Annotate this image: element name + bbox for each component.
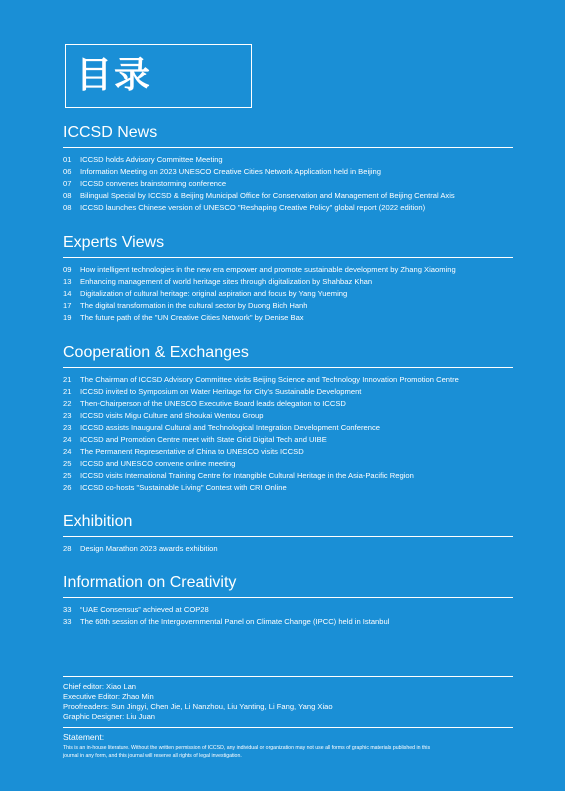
page-number: 07 — [63, 179, 72, 189]
entry-title: Bilingual Special by ICCSD & Beijing Municipal Office for Conservation and Management of Beijing Central Axis — [80, 191, 455, 201]
toc-entry[interactable] — [63, 312, 513, 324]
toc-entry[interactable] — [63, 288, 513, 300]
section-exhibition — [63, 513, 513, 555]
credit-line: Executive Editor: Zhao Min — [63, 692, 154, 701]
page-number: 25 — [63, 471, 72, 481]
toc-list — [63, 543, 513, 555]
entry-title: The Chairman of ICCSD Advisory Committee visits Beijing Science and Technology Innovation Promotion Centre — [80, 375, 459, 384]
entry-title: “UAE Consensus” achieved at COP28 — [80, 605, 209, 614]
page-number: 24 — [63, 447, 72, 457]
page-number: 01 — [63, 155, 72, 164]
entry-title: ICCSD invited to Symposium on Water Heritage for City's Sustainable Development — [80, 387, 362, 397]
section-experts-views — [63, 234, 513, 324]
page-number: 25 — [63, 459, 72, 469]
page-number: 17 — [63, 301, 72, 311]
page-number: 08 — [63, 203, 72, 213]
page-number: 14 — [63, 289, 72, 299]
page-number: 26 — [63, 483, 72, 493]
entry-title: Design Marathon 2023 awards exhibition — [80, 544, 218, 553]
statement-label: Statement: — [63, 732, 105, 742]
entry-title: ICCSD assists Inaugural Cultural and Technological Integration Development Conference — [80, 423, 380, 433]
page-number: 21 — [63, 387, 72, 397]
toc-entry[interactable] — [63, 166, 513, 178]
page-number: 06 — [63, 167, 72, 177]
entry-title: Enhancing management of world heritage sites through digitalization by Shahbaz Khan — [80, 277, 373, 287]
toc-entry[interactable] — [63, 190, 513, 202]
toc-list — [63, 154, 513, 214]
legal-statement — [63, 727, 513, 760]
entry-title: The future path of the "UN Creative Cities Network" by Denise Bax — [80, 313, 304, 323]
page-number: 21 — [63, 375, 72, 384]
toc-entry[interactable] — [63, 264, 513, 276]
toc-title: 目录 — [76, 54, 153, 95]
editorial-credits — [63, 676, 513, 722]
toc-entry[interactable] — [63, 374, 513, 386]
section-heading: ICCSD News — [63, 124, 513, 148]
page-number: 23 — [63, 423, 72, 433]
section-heading: Experts Views — [63, 234, 513, 258]
section-information-on-creativity — [63, 574, 513, 628]
entry-title: ICCSD visits Migu Culture and Shoukai Wentou Group — [80, 411, 264, 421]
toc-entry[interactable] — [63, 470, 513, 482]
entry-title: How intelligent technologies in the new era empower and promote sustainable development by Zhang Xiaoming — [80, 265, 456, 274]
entry-title: ICCSD launches Chinese version of UNESCO "Reshaping Creative Policy" global report (2022 edition) — [80, 203, 426, 213]
toc-entry[interactable] — [63, 604, 513, 616]
toc-list — [63, 264, 513, 324]
entry-title: Information Meeting on 2023 UNESCO Creative Cities Network Application held in Beijing — [80, 167, 381, 177]
section-heading: Exhibition — [63, 513, 513, 537]
page-number: 33 — [63, 617, 72, 627]
toc-entry[interactable] — [63, 276, 513, 288]
toc-entry[interactable] — [63, 482, 513, 494]
page-number: 33 — [63, 605, 72, 614]
credit-line: Graphic Designer: Liu Juan — [63, 712, 156, 721]
page-number: 08 — [63, 191, 72, 201]
page-number: 23 — [63, 411, 72, 421]
toc-entry[interactable] — [63, 422, 513, 434]
section-heading: Information on Creativity — [63, 574, 513, 598]
toc-title-box — [65, 44, 252, 108]
toc-entry[interactable] — [63, 178, 513, 190]
toc-entry[interactable] — [63, 616, 513, 628]
toc-entry[interactable] — [63, 434, 513, 446]
toc-entry[interactable] — [63, 458, 513, 470]
section-iccsd-news — [63, 124, 513, 214]
toc-entry[interactable] — [63, 398, 513, 410]
entry-title: The Permanent Representative of China to UNESCO visits ICCSD — [80, 447, 304, 457]
entry-title: ICCSD visits International Training Centre for Intangible Cultural Heritage in the Asia-Pacific Region — [80, 471, 414, 481]
toc-entry[interactable] — [63, 154, 513, 166]
page-number: 09 — [63, 265, 72, 274]
toc-entry[interactable] — [63, 202, 513, 214]
entry-title: ICCSD holds Advisory Committee Meeting — [80, 155, 223, 164]
page-number: 28 — [63, 544, 72, 553]
entry-title: ICCSD and UNESCO convene online meeting — [80, 459, 236, 469]
toc-entry[interactable] — [63, 446, 513, 458]
toc-list — [63, 604, 513, 628]
toc-entry[interactable] — [63, 410, 513, 422]
section-heading: Cooperation & Exchanges — [63, 344, 513, 368]
entry-title: Then-Chairperson of the UNESCO Executive Board leads delegation to ICCSD — [80, 399, 346, 409]
page-number: 19 — [63, 313, 72, 323]
toc-list — [63, 374, 513, 494]
credit-line: Chief editor: Xiao Lan — [63, 682, 137, 691]
toc-entry[interactable] — [63, 386, 513, 398]
page-number: 22 — [63, 399, 72, 409]
entry-title: ICCSD and Promotion Centre meet with State Grid Digital Tech and UIBE — [80, 435, 327, 445]
toc-entry[interactable] — [63, 300, 513, 312]
credit-line: Proofreaders: Sun Jingyi, Chen Jie, Li Nanzhou, Liu Yanting, Li Fang, Yang Xiao — [63, 702, 333, 711]
entry-title: ICCSD convenes brainstorming conference — [80, 179, 227, 189]
entry-title: Digitalization of cultural heritage: original aspiration and focus by Yang Yueming — [80, 289, 348, 299]
section-cooperation-exchanges — [63, 344, 513, 494]
entry-title: The 60th session of the Intergovernmental Panel on Climate Change (IPCC) held in Istanbul — [80, 617, 390, 627]
entry-title: The digital transformation in the cultural sector by Duong Bich Hanh — [80, 301, 308, 311]
page-number: 13 — [63, 277, 72, 287]
statement-text: This is an in-house literature. Without the written permission of ICCSD, any individual or organization may not use all forms of graphic materials published in this journal in any form, and this journal will reserve all rights of legal investigation. — [63, 745, 431, 759]
toc-entry[interactable] — [63, 543, 513, 555]
page-number: 24 — [63, 435, 72, 445]
entry-title: ICCSD co-hosts "Sustainable Living" Contest with CRI Online — [80, 483, 287, 493]
